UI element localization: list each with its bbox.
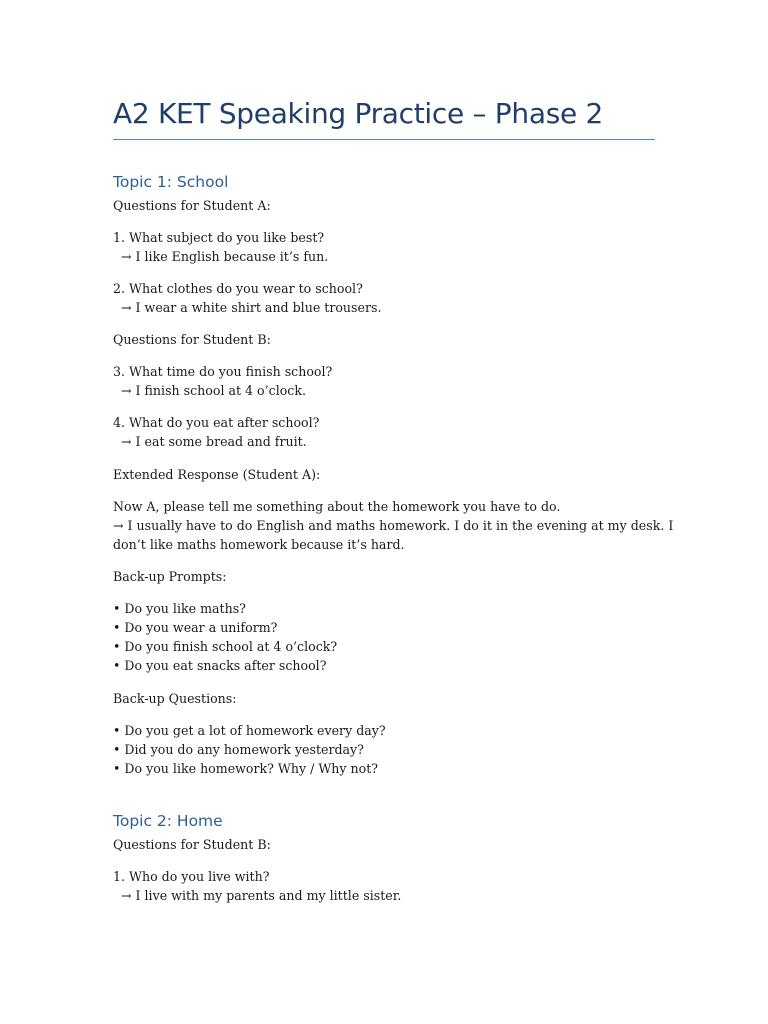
extended-prompt: Now A, please tell me something about the homework you have to do. xyxy=(113,499,561,514)
answer-4: → I eat some bread and fruit. xyxy=(121,434,307,449)
question-3: 3. What time do you finish school? xyxy=(113,364,333,379)
question-4: 4. What do you eat after school? xyxy=(113,415,320,430)
answer-1: → I like English because it’s fun. xyxy=(121,249,329,264)
answer-2: → I wear a white shirt and blue trousers. xyxy=(121,300,382,315)
extended-answer-line-2: don’t like maths homework because it’s hard. xyxy=(113,537,405,552)
extended-response-label: Extended Response (Student A): xyxy=(113,467,321,482)
topic2-heading: Topic 2: Home xyxy=(113,812,223,830)
backup-prompt-item: • Do you wear a uniform? xyxy=(113,620,278,635)
document-title: A2 KET Speaking Practice – Phase 2 xyxy=(113,97,604,130)
backup-prompt-item: • Do you finish school at 4 o’clock? xyxy=(113,639,338,654)
backup-prompt-item: • Do you like maths? xyxy=(113,601,246,616)
question-1: 1. What subject do you like best? xyxy=(113,230,325,245)
topic2-student-b-label: Questions for Student B: xyxy=(113,837,271,852)
backup-question-item: • Do you get a lot of homework every day? xyxy=(113,723,386,738)
topic2-answer-1: → I live with my parents and my little sister. xyxy=(121,888,402,903)
topic1-heading: Topic 1: School xyxy=(113,173,229,191)
topic2-question-1: 1. Who do you live with? xyxy=(113,869,270,884)
backup-prompt-item: • Do you eat snacks after school? xyxy=(113,658,327,673)
student-b-label: Questions for Student B: xyxy=(113,332,271,347)
backup-questions-label: Back-up Questions: xyxy=(113,691,237,706)
student-a-label: Questions for Student A: xyxy=(113,198,271,213)
backup-question-item: • Do you like homework? Why / Why not? xyxy=(113,761,379,776)
backup-question-item: • Did you do any homework yesterday? xyxy=(113,742,364,757)
answer-3: → I finish school at 4 o’clock. xyxy=(121,383,306,398)
question-2: 2. What clothes do you wear to school? xyxy=(113,281,363,296)
backup-prompts-label: Back-up Prompts: xyxy=(113,569,227,584)
extended-answer-line-1: → I usually have to do English and maths homework. I do it in the evening at my desk. I xyxy=(113,518,674,533)
title-underline xyxy=(113,139,655,140)
